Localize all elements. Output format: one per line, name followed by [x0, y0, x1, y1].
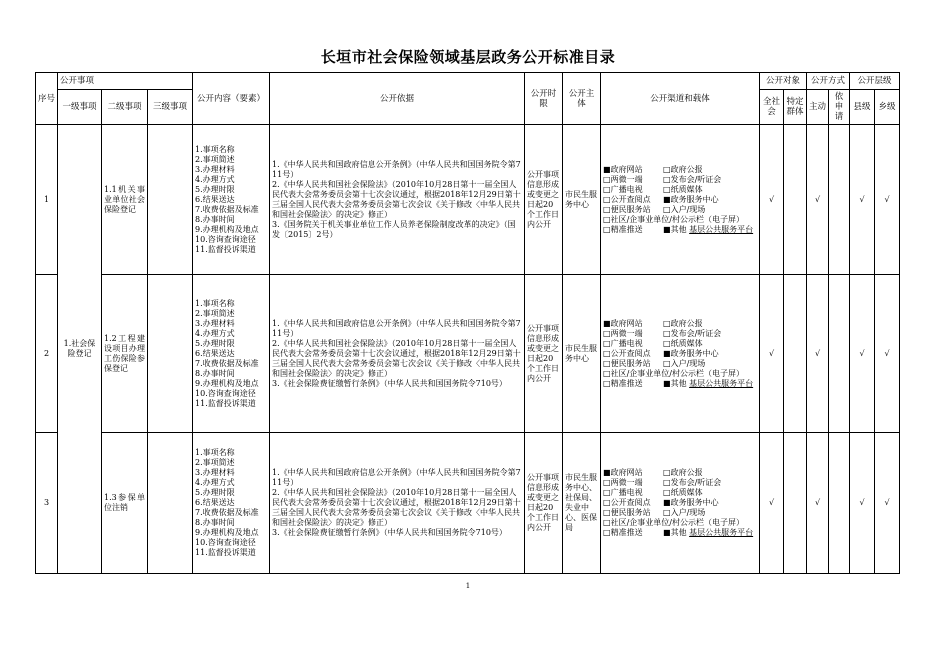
channel-option: □政府公报	[663, 318, 703, 328]
check-level-town: √	[875, 125, 900, 275]
level2-item: 1.1机关事业单位社会保险登记	[102, 125, 148, 275]
header-method-request: 依申请	[829, 90, 850, 125]
header-level1: 一级事项	[58, 90, 102, 125]
header-subject: 公开主体	[563, 73, 601, 125]
row-seq: 2	[36, 275, 58, 433]
check-method-request	[829, 125, 850, 275]
header-channels: 公开渠道和载体	[601, 73, 760, 125]
channel-option: ■其他	[663, 378, 687, 388]
content-item: 5.办理时限	[195, 488, 235, 497]
channel-option: ■政府网站	[603, 468, 643, 477]
content-item: 8.办事时间	[195, 368, 235, 378]
header-level3: 三级事项	[148, 90, 193, 125]
channel-option: ■其他	[663, 224, 687, 234]
channel-option: □两微一端	[603, 478, 643, 487]
basis-item: 3.《社会保险费征缴暂行条例》（中华人民共和国国务院令710号）	[272, 528, 507, 537]
channel-option: □纸质媒体	[663, 338, 703, 348]
header-level: 公开层级	[850, 73, 900, 90]
check-level-county: √	[850, 275, 875, 433]
channels-cell	[601, 275, 760, 433]
channel-option: □社区/企事业单位/村公示栏（电子屏）	[603, 368, 744, 378]
channel-option: □精准推送	[603, 528, 643, 537]
content-item: 11.监督投诉渠道	[195, 244, 256, 254]
content-items	[193, 125, 270, 275]
header-matters: 公开事项	[58, 73, 193, 90]
content-item: 4.办理方式	[195, 478, 235, 487]
check-method-request	[829, 275, 850, 433]
content-item: 6.结果送达	[195, 348, 235, 358]
time-limit: 公开事项信息形成或变更之日起20个工作日内公开	[525, 125, 563, 275]
check-method-request	[829, 433, 850, 574]
basis-cell	[270, 275, 525, 433]
channel-option: □纸质媒体	[663, 184, 703, 194]
check-method-active: √	[807, 275, 829, 433]
check-level-county: √	[850, 125, 875, 275]
content-item: 2.事项简述	[195, 154, 235, 164]
channel-option: □精准推送	[603, 378, 643, 388]
row-seq: 1	[36, 125, 58, 275]
header-target: 公开对象	[760, 73, 807, 90]
level2-item: 1.2工程建设项目办理工伤保险参保登记	[102, 275, 148, 433]
table-row	[36, 125, 900, 275]
content-item: 7.收费依据及标准	[195, 358, 259, 368]
content-item: 4.办理方式	[195, 174, 235, 184]
check-target-all: √	[760, 125, 784, 275]
content-item: 1.事项名称	[195, 448, 235, 457]
channel-option: □两微一端	[603, 174, 643, 184]
channel-option: □公开查阅点	[603, 348, 651, 358]
channel-option: ■政务服务中心	[663, 194, 719, 204]
channel-option: □社区/企事业单位/村公示栏（电子屏）	[603, 518, 744, 527]
page-number: 1	[465, 582, 471, 590]
content-item: 7.收费依据及标准	[195, 204, 259, 214]
channel-option: □发布会/听证会	[663, 174, 722, 184]
basis-item: 2.《中华人民共和国社会保险法》（2010年10月28日第十一届全国人民代表大会常务委员会第十七次会议通过，根据2018年12月29日第十三届全国人民代表大会常务委员会第七次会议《关于修改〈中华人民共和国社会保险法〉的决定》修正）	[272, 488, 521, 527]
basis-item: 3.《社会保险费征缴暂行条例》（中华人民共和国国务院令710号）	[272, 378, 507, 388]
channels-cell	[601, 125, 760, 275]
channel-option: □广播电视	[603, 488, 643, 497]
basis-item: 1.《中华人民共和国政府信息公开条例》（中华人民共和国国务院令第711号）	[272, 468, 521, 487]
content-item: 2.事项简述	[195, 458, 235, 467]
check-level-town: √	[875, 433, 900, 574]
content-item: 8.办事时间	[195, 518, 235, 527]
content-item: 5.办理时限	[195, 184, 235, 194]
content-item: 2.事项简述	[195, 308, 235, 318]
content-item: 3.办理材料	[195, 318, 235, 328]
content-items	[193, 275, 270, 433]
header-method: 公开方式	[807, 73, 850, 90]
channel-option: □发布会/听证会	[663, 478, 722, 487]
level3-item	[148, 433, 193, 574]
channel-option: □公开查阅点	[603, 194, 651, 204]
level1-item: 1.社会保险登记	[58, 125, 102, 574]
content-item: 10.咨询查询途径	[195, 388, 256, 398]
channel-option: □入户/现场	[663, 358, 706, 368]
subject: 市民生服务中心	[563, 125, 601, 275]
channel-option: □政府公报	[663, 468, 703, 477]
header-level-town: 乡级	[875, 90, 900, 125]
channel-option: □两微一端	[603, 328, 643, 338]
content-item: 11.监督投诉渠道	[195, 548, 256, 557]
time-limit: 公开事项信息形成或变更之日起20个工作日内公开	[525, 275, 563, 433]
subject: 市民生服务中心、社保局、失业中心、医保局	[563, 433, 601, 574]
channel-option: □纸质媒体	[663, 488, 703, 497]
basis-cell	[270, 433, 525, 574]
header-level2: 二级事项	[102, 90, 148, 125]
channel-option: □广播电视	[603, 338, 643, 348]
content-item: 9.办理机构及地点	[195, 224, 259, 234]
channel-option: □便民服务站	[603, 358, 651, 368]
content-item: 10.咨询查询途径	[195, 234, 256, 244]
content-item: 4.办理方式	[195, 328, 235, 338]
content-item: 1.事项名称	[195, 144, 235, 154]
catalog-table	[35, 72, 900, 574]
header-method-active: 主动	[807, 90, 829, 125]
header-time-limit: 公开时限	[525, 73, 563, 125]
level3-item	[148, 275, 193, 433]
basis-item: 1.《中华人民共和国政府信息公开条例》（中华人民共和国国务院令第711号）	[272, 159, 521, 179]
channel-option: □社区/企事业单位/村公示栏（电子屏）	[603, 214, 744, 224]
basis-item: 2.《中华人民共和国社会保险法》（2010年10月28日第十一届全国人民代表大会常务委员会第十七次会议通过，根据2018年12月29日第十三届全国人民代表大会常务委员会第七次会议《关于修改〈中华人民共和国社会保险法〉的决定》修正）	[272, 338, 521, 378]
check-method-active: √	[807, 433, 829, 574]
channel-option: □便民服务站	[603, 204, 651, 214]
content-item: 1.事项名称	[195, 298, 235, 308]
content-item: 6.结果送达	[195, 194, 235, 204]
table-row	[36, 275, 900, 433]
content-item: 8.办事时间	[195, 214, 235, 224]
row-seq: 3	[36, 433, 58, 574]
channel-option: □入户/现场	[663, 508, 706, 517]
content-item: 9.办理机构及地点	[195, 378, 259, 388]
content-item: 7.收费依据及标准	[195, 508, 259, 517]
check-target-specific	[784, 125, 807, 275]
channel-option: □政府公报	[663, 164, 703, 174]
channel-option: □广播电视	[603, 184, 643, 194]
check-target-specific	[784, 275, 807, 433]
channel-other-value: 基层公共服务平台	[689, 224, 754, 234]
channel-option: □发布会/听证会	[663, 328, 722, 338]
page-title: 长垣市社会保险领域基层政务公开标准目录	[320, 48, 616, 66]
content-item: 6.结果送达	[195, 498, 235, 507]
header-level-county: 县级	[850, 90, 875, 125]
check-target-specific	[784, 433, 807, 574]
content-item: 3.办理材料	[195, 164, 235, 174]
check-target-all: √	[760, 275, 784, 433]
header-basis: 公开依据	[270, 73, 525, 125]
channels-cell	[601, 433, 760, 574]
header-target-specific: 特定群体	[784, 90, 807, 125]
content-item: 3.办理材料	[195, 468, 235, 477]
header-content: 公开内容（要素）	[193, 73, 270, 125]
content-items	[193, 433, 270, 574]
basis-item: 3.《国务院关于机关事业单位工作人员养老保险制度改革的决定》（国发〔2015〕2号）	[272, 219, 516, 239]
channel-other-value: 基层公共服务平台	[689, 378, 754, 388]
content-item: 11.监督投诉渠道	[195, 398, 256, 408]
channel-other-value: 基层公共服务平台	[689, 528, 754, 537]
header-target-all: 全社会	[760, 90, 784, 125]
channel-option: ■政务服务中心	[663, 498, 719, 507]
basis-item: 2.《中华人民共和国社会保险法》（2010年10月28日第十一届全国人民代表大会常务委员会第十七次会议通过，根据2018年12月29日第十三届全国人民代表大会常务委员会第七次会议《关于修改〈中华人民共和国社会保险法〉的决定》修正）	[272, 179, 521, 219]
subject: 市民生服务中心	[563, 275, 601, 433]
check-target-all: √	[760, 433, 784, 574]
content-item: 5.办理时限	[195, 338, 235, 348]
channel-option: □便民服务站	[603, 508, 651, 517]
table-row	[36, 433, 900, 574]
channel-option: □公开查阅点	[603, 498, 651, 507]
time-limit: 公开事项信息形成或变更之日起20个工作日内公开	[525, 433, 563, 574]
basis-cell	[270, 125, 525, 275]
channel-option: □精准推送	[603, 224, 643, 234]
channel-option: ■其他	[663, 528, 687, 537]
level2-item: 1.3参保单位注销	[102, 433, 148, 574]
header-seq: 序号	[36, 73, 58, 125]
level3-item	[148, 125, 193, 275]
content-item: 9.办理机构及地点	[195, 528, 259, 537]
basis-item: 1.《中华人民共和国政府信息公开条例》（中华人民共和国国务院令第711号）	[272, 318, 521, 338]
channel-option: ■政府网站	[603, 164, 643, 174]
check-level-town: √	[875, 275, 900, 433]
check-method-active: √	[807, 125, 829, 275]
content-item: 10.咨询查询途径	[195, 538, 256, 547]
check-level-county: √	[850, 433, 875, 574]
channel-option: ■政务服务中心	[663, 348, 719, 358]
channel-option: □入户/现场	[663, 204, 706, 214]
channel-option: ■政府网站	[603, 318, 643, 328]
